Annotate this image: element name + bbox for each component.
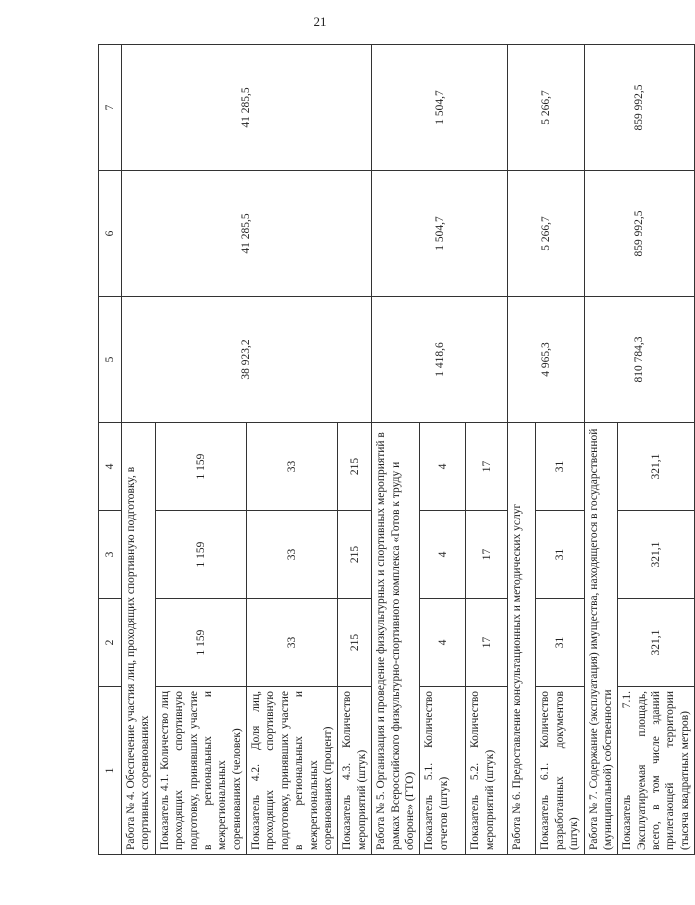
header-cell-3: 3 [99,511,122,599]
indicator-6-1-col2: 31 [536,599,584,687]
work-5-col5: 1 418,6 [372,297,508,423]
work-7-col7: 859 992,5 [584,45,695,171]
indicator-5-1-text: Показатель 5.1. Количество отчетов (штук) [420,687,466,855]
work-6-title: Работа № 6. Предоставление консультационных и методических услуг [508,423,536,855]
indicator-5-2-col3: 17 [466,511,508,599]
indicator-6-1-col3: 31 [536,511,584,599]
indicator-4-3-col4: 215 [338,423,372,511]
indicator-4-2-col2: 33 [247,599,338,687]
work-7-col6: 859 992,5 [584,171,695,297]
work-6-col5: 4 965,3 [508,297,584,423]
indicator-7-1-col2: 321,1 [618,599,695,687]
indicator-4-1-col2: 1 159 [155,599,246,687]
indicator-7-1-text: Показатель 7.1. Эксплуатируемая площадь, всего, в том числе зданий прилегающей территории (тысяча квадратных метров) [618,687,695,855]
rotated-table-container [98,45,691,855]
header-cell-1: 1 [99,687,122,855]
indicator-4-1-col4: 1 159 [155,423,246,511]
indicator-4-3-col2: 215 [338,599,372,687]
indicator-7-1-col4: 321,1 [618,423,695,511]
work-4-row [122,45,156,855]
work-7-title: Работа № 7. Содержание (эксплуатация) имущества, находящегося в государственной (муниципальной) собственности [584,423,618,855]
indicator-6-1-text: Показатель 6.1. Количество разработанных документов (штук) [536,687,584,855]
work-6-col6: 5 266,7 [508,171,584,297]
work-7-col5: 810 784,3 [584,297,695,423]
budget-table [98,44,695,855]
work-4-col7: 41 285,5 [122,45,372,171]
header-cell-6: 6 [99,171,122,297]
indicator-5-1-col4: 4 [420,423,466,511]
indicator-4-3-text: Показатель 4.3. Количество мероприятий (штук) [338,687,372,855]
indicator-4-2-text: Показатель 4.2. Доля лиц, проходящих спортивную подготовку, принявших участие в региональных и межрегиональных соревнованиях (процент) [247,687,338,855]
indicator-5-1-col2: 4 [420,599,466,687]
work-4-col5: 38 923,2 [122,297,372,423]
work-5-row [372,45,420,855]
work-5-title: Работа № 5. Организация и проведение физкультурных и спортивных мероприятий в рамках Всероссийского физкультурно-спортивного комплекса «Готов к труду и обороне» (ГТО) [372,423,420,855]
work-6-col7: 5 266,7 [508,45,584,171]
work-5-col7: 1 504,7 [372,45,508,171]
work-4-col6: 41 285,5 [122,171,372,297]
indicator-6-1-col4: 31 [536,423,584,511]
header-cell-2: 2 [99,599,122,687]
work-7-row [584,45,618,855]
indicator-4-2-col3: 33 [247,511,338,599]
page-number: 21 [313,14,327,29]
indicator-4-3-col3: 215 [338,511,372,599]
indicator-4-1-text: Показатель 4.1. Количество лиц проходящих спортивную подготовку, принявших участие в региональных и межрегиональных соревнованиях (человек) [155,687,246,855]
indicator-4-2-col4: 33 [247,423,338,511]
indicator-7-1-col3: 321,1 [618,511,695,599]
work-4-title: Работа № 4. Обеспечение участия лиц, проходящих спортивную подготовку, в спортивных соревнованиях [122,423,156,855]
indicator-5-2-col2: 17 [466,599,508,687]
indicator-5-2-col4: 17 [466,423,508,511]
header-row [99,45,122,855]
header-cell-7: 7 [99,45,122,171]
indicator-4-1-col3: 1 159 [155,511,246,599]
work-5-col6: 1 504,7 [372,171,508,297]
header-cell-4: 4 [99,423,122,511]
indicator-5-2-text: Показатель 5.2. Количество мероприятий (штук) [466,687,508,855]
work-6-row [508,45,536,855]
indicator-5-1-col3: 4 [420,511,466,599]
header-cell-5: 5 [99,297,122,423]
